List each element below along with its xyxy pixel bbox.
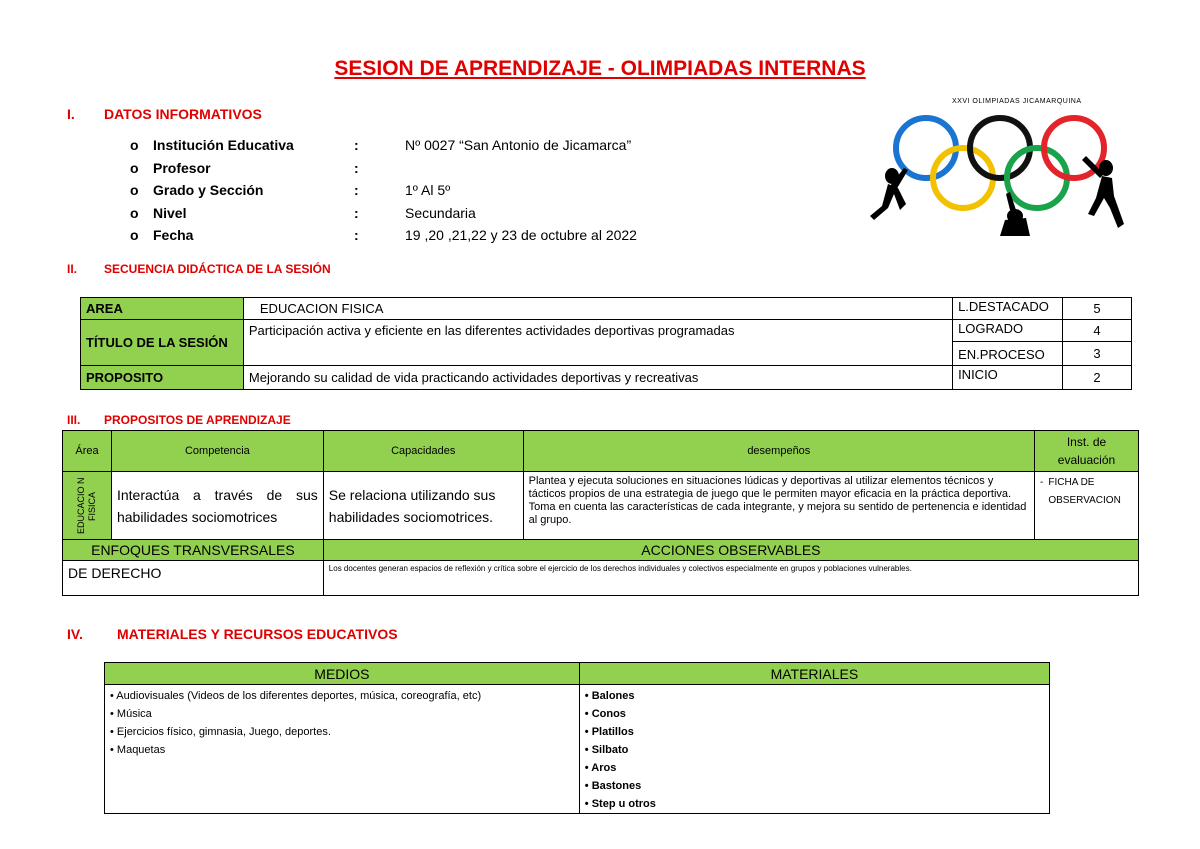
section-4-label: MATERIALES Y RECURSOS EDUCATIVOS <box>117 626 398 642</box>
info-label: Nivel <box>153 204 187 221</box>
info-value: Nº 0027 “San Antonio de Jicamarca” <box>405 137 632 153</box>
level-name: L.DESTACADO <box>953 298 1063 320</box>
area-value: EDUCACION FISICA <box>243 298 952 320</box>
page-title: SESION DE APRENDIZAJE - OLIMPIADAS INTERNAS <box>334 57 866 80</box>
section-2-label: SECUENCIA DIDÁCTICA DE LA SESIÓN <box>104 262 331 276</box>
level-score: 5 <box>1063 298 1132 320</box>
info-bullet: o <box>130 227 139 243</box>
section-4-heading <box>67 626 398 642</box>
header-area: Área <box>63 431 112 472</box>
info-bullet: o <box>130 182 139 198</box>
proposito-value: Mejorando su calidad de vida practicando actividades deportivas y recreativas <box>243 366 952 390</box>
list-item: • Ejercicios físico, gimnasia, Juego, deportes. <box>110 726 331 738</box>
info-bullet: o <box>130 159 139 176</box>
desempenos-cell: Plantea y ejecuta soluciones en situaciones lúdicas y deportivas al utilizar elementos técnicos y tácticos propios de una estrategia de juego que le permiten mayor eficacia en la práctica deportiva. Toma en cuenta las características de cada integrante, y mejora su sentido de pertenencia e identidad al grupo. <box>523 472 1034 540</box>
list-item: • Conos <box>584 708 626 720</box>
list-item: • Silbato <box>584 744 629 756</box>
materials-table <box>104 662 1050 814</box>
list-item: • Música <box>110 708 152 720</box>
accion-cell: Los docentes generan espacios de reflexión y crítica sobre el ejercicio de los derechos individuales y colectivos especialmente en grupos y poblaciones vulnerables. <box>323 561 1138 596</box>
list-item: • Bastones <box>584 780 642 792</box>
info-colon: : <box>354 227 359 243</box>
info-value: 19 ,20 ,21,22 y 23 de octubre al 2022 <box>405 227 637 243</box>
area-label: AREA <box>81 298 244 320</box>
instrumento-cell <box>1034 472 1138 540</box>
session-sequence-table <box>80 297 1132 390</box>
level-name: INICIO <box>953 366 1063 390</box>
info-value: Secundaria <box>405 204 476 221</box>
list-item: • Platillos <box>584 726 634 738</box>
materiales-header: MATERIALES <box>579 663 1049 685</box>
info-label: Profesor <box>153 159 211 176</box>
header-competencia: Competencia <box>111 431 323 472</box>
info-label: Fecha <box>153 227 194 243</box>
instrumento-bullet: - <box>1039 477 1044 488</box>
header-instrumento: Inst. de evaluación <box>1034 431 1138 472</box>
level-name: EN.PROCESO <box>953 342 1063 366</box>
info-colon: : <box>354 159 359 176</box>
athlete-silhouettes-icon <box>870 156 1124 236</box>
section-2-heading <box>67 262 331 276</box>
competencia-cell: Interactúa a través de sus habilidades sociomotrices <box>111 472 323 540</box>
header-capacidades: Capacidades <box>323 431 523 472</box>
section-3-heading <box>67 413 291 427</box>
capacidades-cell: Se relaciona utilizando sus habilidades sociomotrices. <box>323 472 523 540</box>
ring-black <box>970 118 1030 178</box>
info-label: Grado y Sección <box>153 182 264 198</box>
info-bullet: o <box>130 137 139 153</box>
materiales-list <box>585 687 1044 813</box>
enfoque-cell: DE DERECHO <box>63 561 324 596</box>
titulo-value: Participación activa y eficiente en las diferentes actividades deportivas programadas <box>243 320 952 366</box>
section-2-number: II. <box>67 262 78 276</box>
info-colon: : <box>354 137 359 153</box>
info-value: 1º Al 5º <box>405 182 451 198</box>
list-item: • Aros <box>584 762 617 774</box>
enfoques-header: ENFOQUES TRANSVERSALES <box>63 540 324 561</box>
learning-purposes-table <box>62 430 1139 596</box>
info-colon: : <box>354 204 359 221</box>
area-cell <box>63 472 112 540</box>
list-item: • Audiovisuales (Videos de los diferentes deportes, música, coreografía, etc) <box>110 690 482 702</box>
logo-caption: XXVI OLIMPIADAS JICAMARQUINA <box>952 98 1082 105</box>
section-3-label: PROPOSITOS DE APRENDIZAJE <box>104 413 291 427</box>
proposito-label: PROPOSITO <box>81 366 244 390</box>
list-item: • Maquetas <box>110 744 166 756</box>
info-bullet: o <box>130 204 139 221</box>
materiales-cell <box>579 685 1049 814</box>
ring-green <box>1007 148 1067 208</box>
info-label: Institución Educativa <box>153 137 294 153</box>
medios-header: MEDIOS <box>105 663 580 685</box>
area-vertical-text: EDUCACIO N FISICA <box>75 477 97 534</box>
section-1-label: DATOS INFORMATIVOS <box>104 106 262 122</box>
olympic-logo <box>860 98 1130 238</box>
acciones-header: ACCIONES OBSERVABLES <box>323 540 1138 561</box>
level-score: 2 <box>1063 366 1132 390</box>
titulo-label: TÍTULO DE LA SESIÓN <box>81 320 244 366</box>
ring-yellow <box>933 148 993 208</box>
section-3-number: III. <box>67 413 81 427</box>
header-desempenos: desempeños <box>523 431 1034 472</box>
list-item: • Balones <box>584 690 635 702</box>
medios-list <box>110 687 574 759</box>
instrumento-value: FICHA DE OBSERVACION <box>1048 477 1121 506</box>
level-name: LOGRADO <box>953 320 1063 342</box>
level-score: 4 <box>1063 320 1132 342</box>
info-colon: : <box>354 182 359 198</box>
section-1-heading <box>67 106 262 122</box>
section-1-number: I. <box>67 106 75 122</box>
olympic-rings-icon <box>896 118 1104 208</box>
section-4-number: IV. <box>67 626 83 642</box>
list-item: • Step u otros <box>584 798 656 810</box>
medios-cell <box>105 685 580 814</box>
level-score: 3 <box>1063 342 1132 366</box>
